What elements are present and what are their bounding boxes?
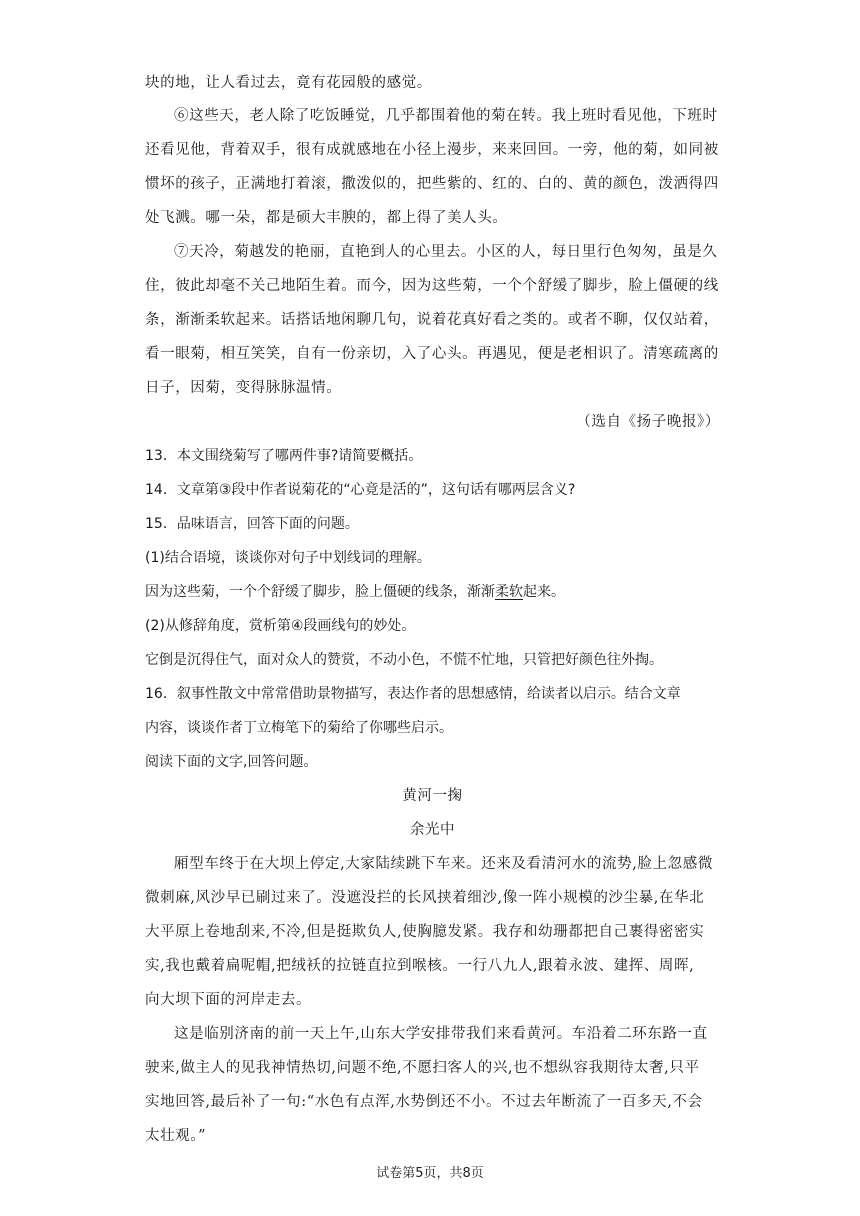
passage-title: 黄河一掬 — [402, 788, 463, 804]
reading-instruction: 阅读下面的文字,回答问题。 — [145, 754, 318, 770]
paragraph-6-line: 处飞溅。哪一朵，都是硕大丰腴的，都上得了美人头。 — [145, 210, 508, 226]
question-15-part-2-sentence: 它倒是沉得住气，面对众人的赞赏，不动小色，不慌不忙地，只管把好颜色往外掏。 — [145, 652, 663, 668]
paragraph-7-line: 住，彼此却毫不关己地陌生着。而今，因为这些菊，一个个舒缓了脚步，脸上僵硬的线 — [145, 278, 719, 294]
question-13: 13．本文围绕菊写了哪两件事?请简要概括。 — [145, 448, 423, 464]
paragraph-6-line: ⑥这些天，老人除了吃饭睡觉，几乎都围着他的菊在转。我上班时看见他，下班时 — [174, 108, 718, 124]
question-16: 内容，谈谈作者丁立梅笔下的菊给了你哪些启示。 — [145, 720, 453, 736]
paragraph-7-line: 看一眼菊，相互笑笑，自有一份亲切，入了心头。再遇见，便是老相识了。清寒疏离的 — [145, 346, 719, 362]
paragraph-7-line: ⑦天冷，菊越发的艳丽，直艳到人的心里去。小区的人，每日里行色匆匆，虽是久 — [174, 244, 718, 260]
question-15-part-1-sentence — [145, 582, 720, 602]
passage2-paragraph-2-line: 太壮观。” — [145, 1128, 207, 1144]
passage2-paragraph-1-line: 大平原上卷地刮来,不冷,但是挺欺负人,使胸臆发紧。我存和幼珊都把自己裹得密密实 — [145, 924, 705, 940]
passage2-paragraph-2-line: 实地回答,最后补了一句:“水色有点浑,水势倒还不小。不过去年断流了一百多天,不会 — [145, 1094, 703, 1110]
passage2-paragraph-1-line: 向大坝下面的河岸走去。 — [145, 992, 312, 1008]
question-15-part-2: (2)从修辞角度，赏析第④段画线句的妙处。 — [145, 618, 416, 634]
question-15-part-1: (1)结合语境，谈谈你对句子中划线词的理解。 — [145, 550, 431, 566]
page-footer: 试卷第5页，共8页 — [376, 1166, 484, 1181]
passage2-paragraph-2-line: 这是临别济南的前一天上午,山东大学安排带我们来看黄河。车沿着二环东路一直 — [174, 1026, 708, 1042]
passage2-paragraph-2-line: 驶来,做主人的见我神情热切,问题不绝,不愿扫客人的兴,也不想纵容我期待太奢,只平 — [145, 1060, 700, 1076]
sentence-text: 因为这些菊，一个个舒缓了脚步，脸上僵硬的线条，渐渐 — [145, 584, 495, 600]
paragraph-6-line: 还看见他，背着双手，很有成就感地在小径上漫步，来来回回。一旁，他的菊，如同被 — [145, 142, 719, 158]
passage2-paragraph-1-line: 厢型车终于在大坝上停定,大家陆续跳下车来。还来及看清河水的流势,脸上忽感微 — [174, 856, 713, 872]
paragraph-5-tail: 块的地，让人看过去，竟有花园般的感觉。 — [145, 75, 432, 91]
paragraph-7-line: 条，渐渐柔软起来。话搭话地闲聊几句，说着花真好看之类的。或者不聊，仅仅站着， — [145, 312, 719, 328]
question-16: 16．叙事性散文中常常借助景物描写，表达作者的思想感情，给读者以启示。结合文章 — [145, 686, 681, 702]
sentence-text: 起来。 — [523, 584, 565, 600]
passage-author: 余光中 — [409, 822, 456, 838]
question-15: 15．品味语言，回答下面的问题。 — [145, 516, 359, 532]
question-14: 14．文章第③段中作者说菊花的“心竟是活的”，这句话有哪两层含义? — [145, 482, 576, 498]
paragraph-7-line: 日子，因菊，变得脉脉温情。 — [145, 380, 342, 396]
source-citation: （选自《扬子晚报》） — [576, 414, 720, 430]
paragraph-6-line: 惯坏的孩子，正满地打着滚，撒泼似的，把些紫的、红的、白的、黄的颜色，泼洒得四 — [145, 176, 719, 192]
passage2-paragraph-1-line: 微刺麻,风沙早已刷过来了。没遮没拦的长风挟着细沙,像一阵小规模的沙尘暴,在华北 — [145, 890, 705, 906]
underlined-word: 柔软 — [495, 584, 523, 600]
passage2-paragraph-1-line: 实,我也戴着扁呢帽,把绒袄的拉链直拉到喉核。一行八九人,跟着永波、建挥、周晖, — [145, 958, 695, 974]
